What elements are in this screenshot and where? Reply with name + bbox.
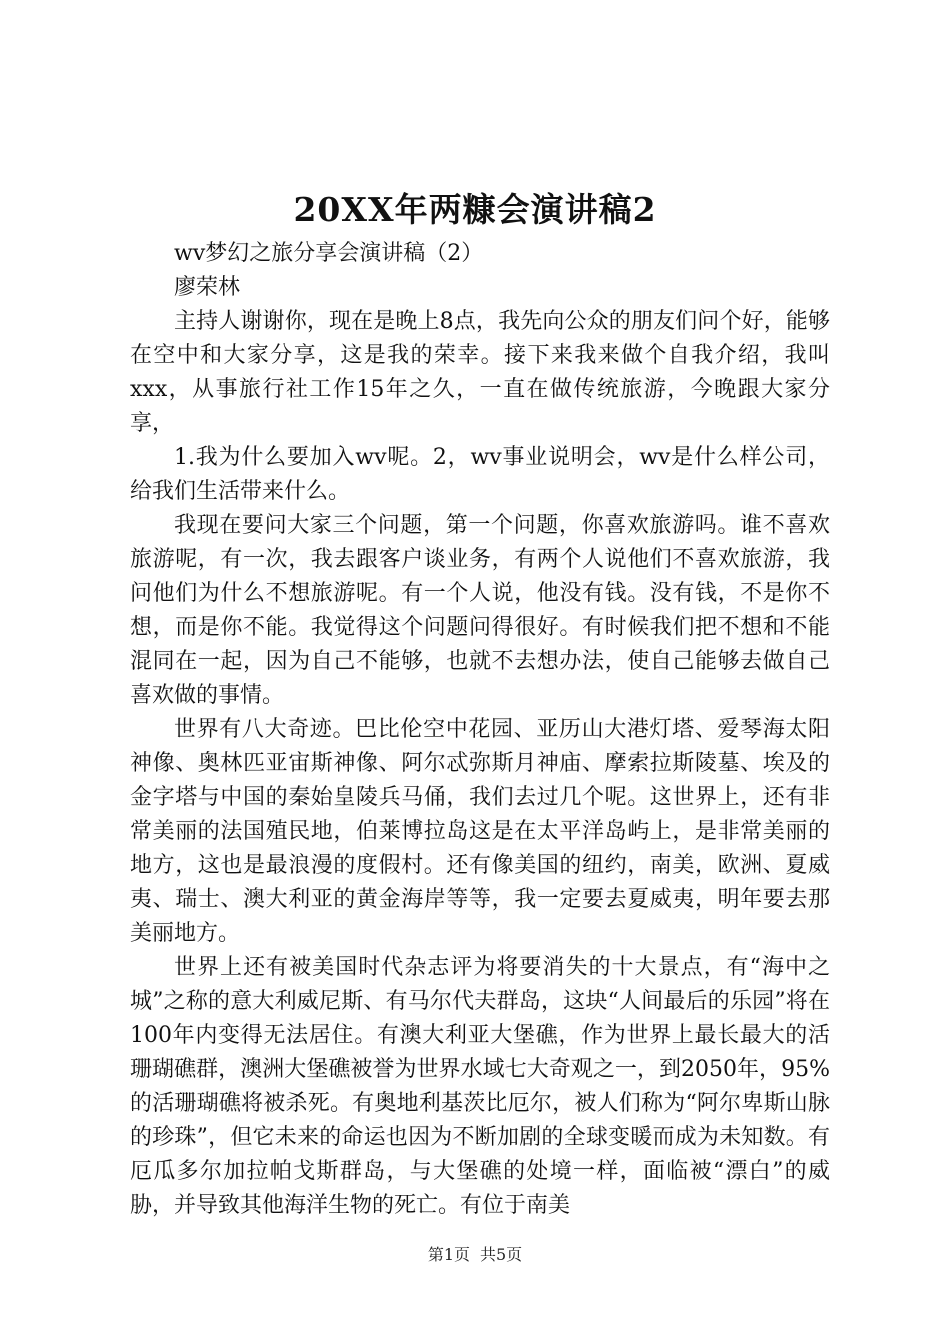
page-total: 共5页 [480,1245,523,1264]
paragraph: 我现在要问大家三个问题，第一个问题，你喜欢旅游吗。谁不喜欢旅游呢，有一次，我去跟客户谈业务，有两个人说他们不喜欢旅游，我问他们为什么不想旅游呢。有一个人说，他没有钱。没有钱，不是你不想，而是你不能。我觉得这个问题问得很好。有时候我们把不想和不能混同在一起，因为自己不能够，也就不去想办法，使自己能够去做自己喜欢做的事情。 [130,513,830,708]
page-footer [0,1244,950,1266]
document-subtitle: wv梦幻之旅分享会演讲稿（2） [174,241,484,266]
paragraph: 世界上还有被美国时代杂志评为将要消失的十大景点，有“海中之城”之称的意大利威尼斯、有马尔代夫群岛，这块“人间最后的乐园”将在100年内变得无法居住。有澳大利亚大堡礁，作为世界上最长最大的活珊瑚礁群，澳洲大堡礁被誉为世界水域七大奇观之一，到2050年，95%的活珊瑚礁将被杀死。有奥地利基茨比厄尔，被人们称为“阿尔卑斯山脉的珍珠”，但它未来的命运也因为不断加剧的全球变暖而成为未知数。有厄瓜多尔加拉帕戈斯群岛，与大堡礁的处境一样，面临被“漂白”的威胁，并导致其他海洋生物的死亡。有位于南美 [130,955,830,1218]
document-body [130,237,830,1223]
paragraph: 世界有八大奇迹。巴比伦空中花园、亚历山大港灯塔、爱琴海太阳神像、奥林匹亚宙斯神像、阿尔忒弥斯月神庙、摩索拉斯陵墓、埃及的金字塔与中国的秦始皇陵兵马俑，我们去过几个呢。这世界上，还有非常美丽的法国殖民地，伯莱博拉岛这是在太平洋岛屿上，是非常美丽的地方，这也是最浪漫的度假村。还有像美国的纽约，南美，欧洲、夏威夷、瑞士、澳大利亚的黄金海岸等等，我一定要去夏威夷，明年要去那美丽地方。 [130,717,830,946]
paragraph: 主持人谢谢你，现在是晚上8点，我先向公众的朋友们问个好，能够在空中和大家分享，这是我的荣幸。接下来我来做个自我介绍，我叫xxx，从事旅行社工作15年之久，一直在做传统旅游，今晚跟大家分享， [130,309,830,436]
document-author: 廖荣林 [174,275,241,300]
document-title: 20XX年两糠会演讲稿2 [293,190,657,229]
page-number: 第1页 [427,1245,470,1264]
paragraph: 1.我为什么要加入wv呢。2，wv事业说明会，wv是什么样公司，给我们生活带来什么。 [130,445,830,504]
